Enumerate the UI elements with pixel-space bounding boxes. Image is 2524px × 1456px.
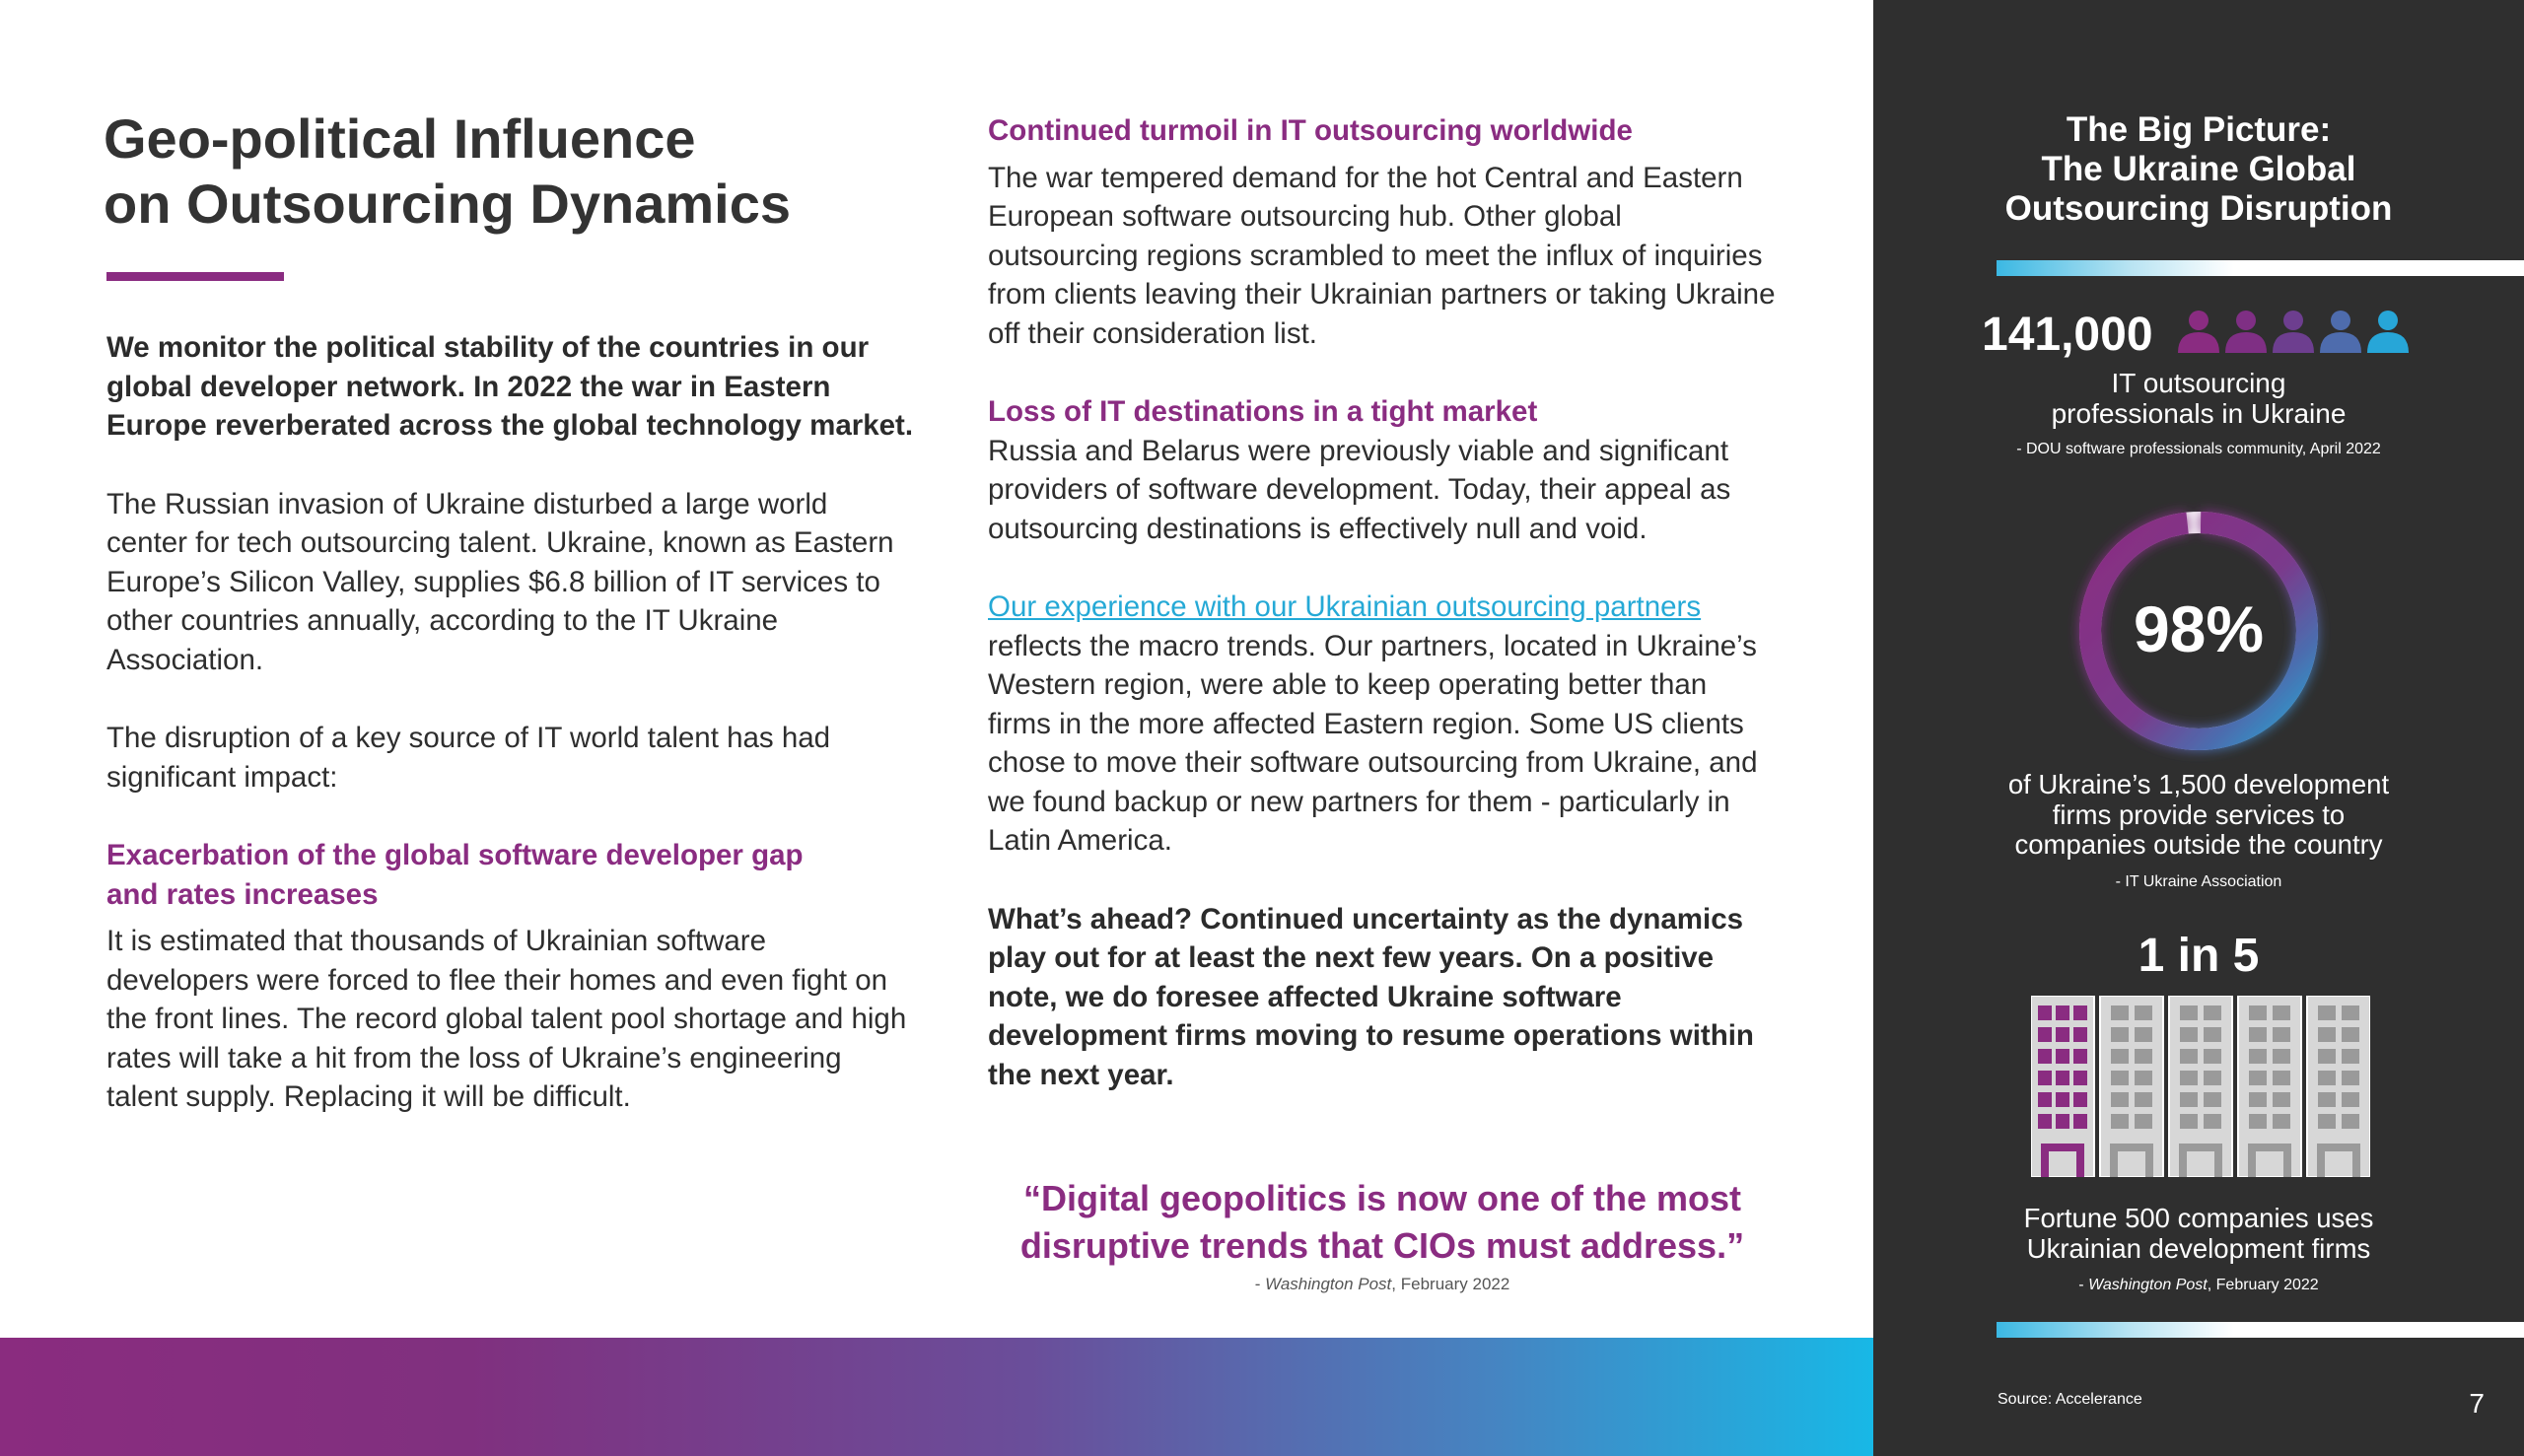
turmoil-paragraph: The war tempered demand for the hot Central and Eastern European software outsourcing hub. Other global outsourcing regions scrambled to meet the influx of inquiries from clients leaving their Ukrainian partners or taking Ukraine off their consideration list. [988,161,1776,350]
page-title-line-2: on Outsourcing Dynamics [104,173,791,235]
sidebar-divider-bottom [1997,1322,2524,1338]
stat-firms-percent-value: 98% [2133,592,2265,665]
person-icon [2320,311,2361,353]
sidebar-divider-top [1997,260,2524,276]
subhead-loss-of-destinations: Loss of IT destinations in a tight market [988,395,1538,428]
experience-paragraph: Our experience with our Ukrainian outsourcing partners reflects the macro trends. Our partners, located in Ukraine’s Western region, were able to keep operating better than firms in the more affected Eastern region. Some US clients chose to move their software outsourcing from Ukraine, and we found backup or new partners for them - particularly in Latin America. [988,590,1758,857]
stat-firms-source: - IT Ukraine Association [2115,873,2282,890]
stat-fortune500-label: Fortune 500 companies uses Ukrainian development firms [2023,1203,2374,1264]
building [2307,996,2370,1177]
middle-column [988,111,1777,1094]
stat-fortune500-source: - Washington Post, February 2022 [2078,1277,2319,1293]
subhead-developer-gap: Exacerbation of the global software developer gap and rates increases [106,839,804,911]
stat-professionals-value: 141,000 [1982,309,2153,361]
title-underline [106,272,284,281]
sidebar-title: The Big Picture: The Ukraine Global Outsourcing Disruption [2004,110,2393,228]
people-icon [2177,310,2410,353]
page-title-line-1: Geo-political Influence [104,107,696,170]
subhead-continued-turmoil: Continued turmoil in IT outsourcing worldwide [988,114,1633,147]
building [2238,996,2301,1177]
source-note: Source: Accelerance [1998,1391,2142,1408]
invasion-paragraph: The Russian invasion of Ukraine disturbed a large world center for tech outsourcing talent. Ukraine, known as Eastern Europe’s Silicon Valley, supplies $6.8 billion of IT services to other countries annually, according to the IT Ukraine Association. [106,487,894,676]
person-icon [2273,311,2314,353]
stat-professionals-source: - DOU software professionals community, April 2022 [2016,441,2381,457]
whats-ahead-paragraph: What’s ahead? Continued uncertainty as the dynamics play out for at least the next few years. On a positive note, we do foresee affected Ukraine software development firms moving to resume operations within the next year. [988,902,1754,1091]
left-column [106,328,915,1117]
developer-gap-paragraph: It is estimated that thousands of Ukrainian software developers were forced to flee their homes and even fight on the front lines. The record global talent pool shortage and high rates will take a hit from the loss of Ukraine’s engineering talent supply. Replacing it will be difficult. [106,925,907,1113]
intro-paragraph: We monitor the political stability of the countries in our global developer network. In 2022 the war in Eastern Europe reverberated across the global technology market. [106,331,914,442]
stat-firms-label: of Ukraine’s 1,500 development firms provide services to companies outside the country [2007,769,2390,860]
stat-professionals-label: IT outsourcing professionals in Ukraine [2051,368,2347,429]
disruption-paragraph: The disruption of a key source of IT world talent has had significant impact: [106,722,831,794]
page-title [104,106,912,237]
page-number: 7 [2469,1388,2485,1419]
stat-fortune500-value: 1 in 5 [2138,930,2260,982]
building-highlighted [2031,996,2094,1177]
building [2100,996,2163,1177]
building [2169,996,2232,1177]
pull-quote: “Digital geopolitics is now one of the most disruptive trends that CIOs must address.” [1019,1178,1745,1266]
ukrainian-partners-link[interactable]: Our experience with our Ukrainian outsourcing partners [988,590,1702,623]
person-icon [2367,311,2409,353]
building-icon [2031,996,2370,1177]
footer-gradient-bar [0,1338,1873,1456]
quote-source: - Washington Post, February 2022 [1254,1275,1510,1293]
destinations-paragraph: Russia and Belarus were previously viable and significant providers of software development. Today, their appeal as outsourcing destinations is effectively null and void. [988,434,1731,545]
person-icon [2225,311,2267,353]
person-icon [2178,311,2219,353]
